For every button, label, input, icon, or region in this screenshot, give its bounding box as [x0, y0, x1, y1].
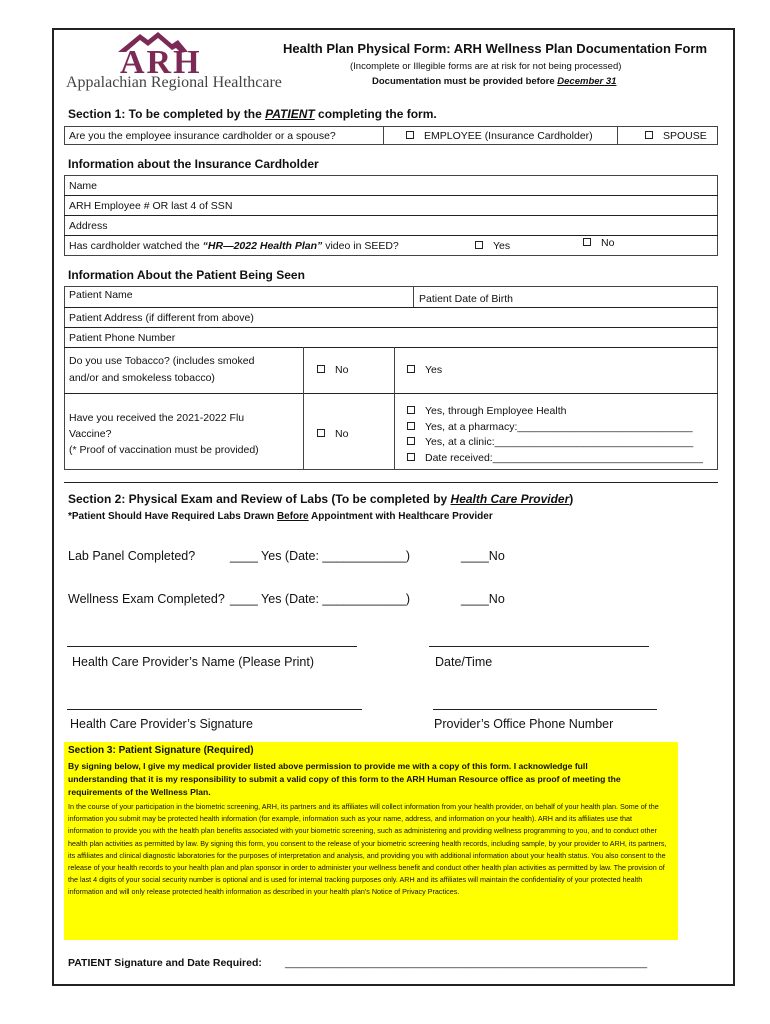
provider-name-label: Health Care Provider’s Name (Please Print)	[72, 655, 314, 669]
flu-question-line1: Have you received the 2021-2022 Flu	[69, 412, 245, 424]
flu-question-line2: Vaccine?	[69, 428, 112, 440]
flu-date-received-option[interactable]: Date received:____________________________________	[407, 452, 703, 464]
deadline-note: Documentation must be provided before December 31	[372, 76, 617, 87]
logo-subtitle: Appalachian Regional Healthcare	[66, 74, 282, 91]
employee-checkbox[interactable]	[406, 131, 414, 139]
video-yes-option[interactable]: Yes	[475, 240, 510, 252]
cardholder-heading: Information about the Insurance Cardholder	[68, 157, 319, 171]
patient-heading: Information About the Patient Being Seen	[68, 268, 305, 282]
flu-pharmacy-option[interactable]: Yes, at a pharmacy:______________________________	[407, 421, 693, 433]
wellness-exam-yes-field[interactable]: ____ Yes (Date: ____________)	[230, 592, 411, 606]
spouse-option[interactable]: SPOUSE	[645, 130, 707, 142]
patient-signature-line[interactable]: ______________________________________________________________	[285, 957, 648, 969]
spouse-checkbox[interactable]	[645, 131, 653, 139]
consent-acknowledgment: By signing below, I give my medical provider listed above permission to provide me with a copy of this form. I acknowledge full understanding that it is my responsibility to submit a valid copy of this form to the ARH Human Resource office as proof of meeting the requirements of the Wellness Plan.	[68, 761, 621, 797]
patient-name-field[interactable]: Patient Name	[69, 289, 133, 301]
provider-signature-label: Health Care Provider’s Signature	[70, 717, 253, 731]
tobacco-question-line2: and/or and smokeless tobacco)	[69, 372, 215, 384]
lab-panel-label: Lab Panel Completed?	[68, 549, 196, 563]
employee-option[interactable]: EMPLOYEE (Insurance Cardholder)	[406, 130, 593, 142]
tobacco-no-checkbox[interactable]	[317, 365, 325, 373]
flu-pharmacy-checkbox[interactable]	[407, 422, 415, 430]
patient-address-field[interactable]: Patient Address (if different from above)	[69, 312, 254, 324]
flu-employee-health-option[interactable]: Yes, through Employee Health	[407, 405, 566, 417]
provider-name-line[interactable]	[67, 646, 357, 647]
video-no-checkbox[interactable]	[583, 238, 591, 246]
tobacco-no-option[interactable]: No	[317, 364, 348, 376]
labs-note: *Patient Should Have Required Labs Drawn Before Appointment with Healthcare Provider	[68, 511, 493, 522]
flu-clinic-option[interactable]: Yes, at a clinic:__________________________________	[407, 436, 693, 448]
section3-heading: Section 3: Patient Signature (Required)	[68, 745, 254, 756]
flu-employee-health-checkbox[interactable]	[407, 406, 415, 414]
flu-no-checkbox[interactable]	[317, 429, 325, 437]
lab-panel-no-field[interactable]: ____No	[461, 549, 505, 563]
cardholder-question: Are you the employee insurance cardholder or a spouse?	[69, 130, 336, 142]
wellness-exam-label: Wellness Exam Completed?	[68, 592, 225, 606]
patient-dob-field[interactable]: Patient Date of Birth	[419, 293, 513, 305]
patient-signature-label: PATIENT Signature and Date Required:	[68, 957, 262, 969]
cardholder-address-field[interactable]: Address	[69, 220, 108, 232]
logo-text: ARH	[120, 44, 202, 81]
flu-clinic-checkbox[interactable]	[407, 437, 415, 445]
tobacco-yes-option[interactable]: Yes	[407, 364, 442, 376]
video-yes-checkbox[interactable]	[475, 241, 483, 249]
consent-body: In the course of your participation in the biometric screening, ARH, its partners and its affiliates will collect information from your health provider, on behalf of your health plan. Some of the information you submit may be protected health information (for example, information such as your name, address, and information on your health). ARH and its affiliates use that information to provide you with the health plan benefits associated with your biometric screening, such as administering and providing wellness programming to you, and to conduct other health plan activities as permitted by law. By signing this form, you consent to the release of your biometric screening health records, including sample, by your provider to ARH, its partners, its affiliates and clinical diagnostic laboratories for the purposes of interpretation and analysis, and providing you with additional information about your health status. You also consent to the release of your health records to your health plan and plan sponsor in order to administer your wellness benefit and conduct other health plan activities as permitted by law. The provision of the last 4 digits of your social security number is optional and is used for internal tracking purposes only. ARH and its affiliates will maintain the confidentiality of your protected health information and will only release protected health information as described in your health plan's Notice of Privacy Practices.	[68, 802, 667, 897]
section1-heading: Section 1: To be completed by the PATIENT completing the form.	[68, 107, 437, 121]
video-question: Has cardholder watched the “HR—2022 Health Plan” video in SEED?	[69, 240, 399, 252]
office-phone-label: Provider’s Office Phone Number	[434, 717, 614, 731]
lab-panel-yes-field[interactable]: ____ Yes (Date: ____________)	[230, 549, 411, 563]
provider-signature-line[interactable]	[67, 709, 362, 710]
form-subtitle: (Incomplete or Illegible forms are at risk for not being processed)	[350, 61, 622, 72]
flu-no-option[interactable]: No	[317, 428, 348, 440]
form-title: Health Plan Physical Form: ARH Wellness Plan Documentation Form	[283, 41, 708, 56]
patient-phone-field[interactable]: Patient Phone Number	[69, 332, 176, 344]
section2-heading: Section 2: Physical Exam and Review of Labs (To be completed by Health Care Provider)	[68, 492, 574, 506]
section-divider	[64, 482, 718, 483]
office-phone-line[interactable]	[433, 709, 657, 710]
tobacco-question-line1: Do you use Tobacco? (includes smoked	[69, 355, 255, 367]
cardholder-name-field[interactable]: Name	[69, 180, 98, 192]
video-no-option[interactable]: No	[583, 237, 614, 249]
tobacco-yes-checkbox[interactable]	[407, 365, 415, 373]
deadline-date: December 31	[557, 76, 617, 87]
flu-date-checkbox[interactable]	[407, 453, 415, 461]
date-time-line[interactable]	[429, 646, 649, 647]
flu-proof-note: (* Proof of vaccination must be provided)	[69, 444, 259, 456]
wellness-exam-no-field[interactable]: ____No	[461, 592, 505, 606]
date-time-label: Date/Time	[435, 655, 493, 669]
employee-number-field[interactable]: ARH Employee # OR last 4 of SSN	[69, 200, 233, 212]
